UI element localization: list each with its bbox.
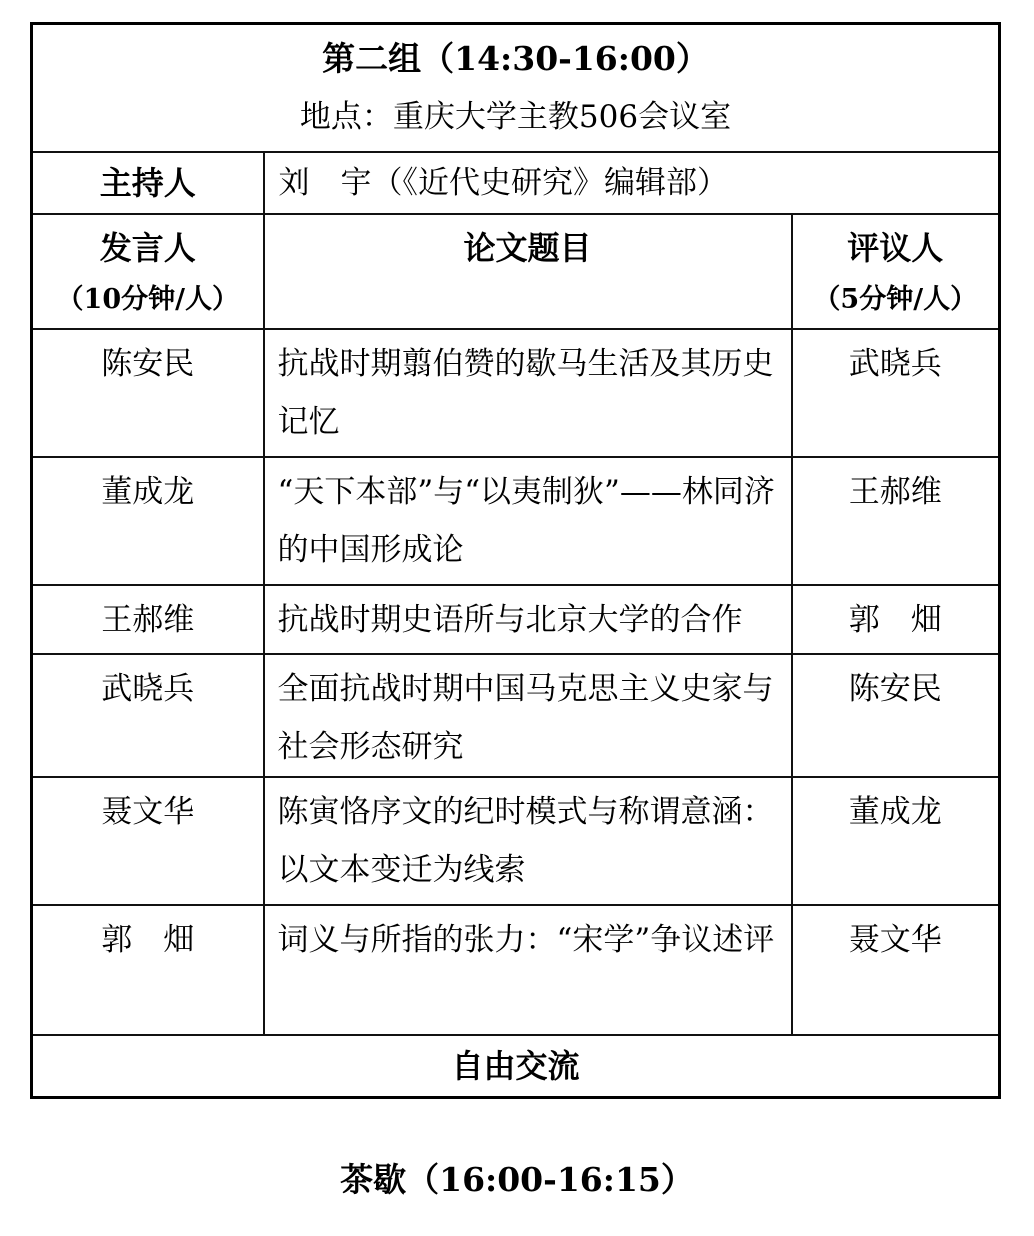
table-row	[32, 329, 1000, 457]
free-discussion-label: 自由交流	[32, 1035, 1000, 1098]
table-row	[32, 654, 1000, 777]
paper-title-cell: 抗战时期史语所与北京大学的合作	[264, 585, 792, 654]
reviewer-cell: 聂文华	[792, 905, 1000, 1035]
tea-break-note: 茶歇（16:00-16:15）	[340, 1160, 694, 1199]
reviewer-column-note: （5分钟/人）	[813, 283, 978, 315]
moderator-row	[32, 152, 1000, 214]
session-title: 第二组（14:30-16:00）	[322, 39, 709, 78]
speaker-cell: 董成龙	[32, 457, 264, 585]
reviewer-cell: 郭 畑	[792, 585, 1000, 654]
table-row	[32, 777, 1000, 905]
reviewer-cell: 王郝维	[792, 457, 1000, 585]
paper-title-cell: 抗战时期翦伯赞的歇马生活及其历史记忆	[264, 329, 792, 457]
speaker-cell: 武晓兵	[32, 654, 264, 777]
speaker-cell: 陈安民	[32, 329, 264, 457]
session-location: 地点：重庆大学主教506会议室	[299, 99, 732, 135]
paper-column-header	[264, 214, 792, 329]
reviewer-column-label: 评议人	[847, 228, 944, 267]
speaker-cell: 聂文华	[32, 777, 264, 905]
session-schedule-table	[30, 22, 1001, 1099]
paper-title-cell: “天下本部”与“以夷制狄”——林同济的中国形成论	[264, 457, 792, 585]
paper-column-label: 论文题目	[463, 228, 592, 267]
reviewer-cell: 董成龙	[792, 777, 1000, 905]
paper-title-cell: 陈寅恪序文的纪时模式与称谓意涵：以文本变迁为线索	[264, 777, 792, 905]
speaker-cell: 王郝维	[32, 585, 264, 654]
paper-title-cell: 词义与所指的张力：“宋学”争议述评	[264, 905, 792, 1035]
speaker-column-note: （10分钟/人）	[56, 283, 239, 315]
session-header-row	[32, 24, 1000, 152]
paper-title-cell: 全面抗战时期中国马克思主义史家与社会形态研究	[264, 654, 792, 777]
reviewer-column-header	[792, 214, 1000, 329]
reviewer-cell: 陈安民	[792, 654, 1000, 777]
reviewer-cell: 武晓兵	[792, 329, 1000, 457]
table-row	[32, 585, 1000, 654]
moderator-label: 主持人	[32, 152, 264, 214]
moderator-value: 刘 宇（《近代史研究》编辑部）	[264, 152, 1000, 214]
speaker-cell: 郭 畑	[32, 905, 264, 1035]
table-row	[32, 905, 1000, 1035]
table-row	[32, 457, 1000, 585]
speaker-column-label: 发言人	[99, 228, 196, 267]
session-header-cell	[32, 24, 1000, 152]
free-discussion-row	[32, 1035, 1000, 1098]
column-header-row	[32, 214, 1000, 329]
speaker-column-header	[32, 214, 264, 329]
